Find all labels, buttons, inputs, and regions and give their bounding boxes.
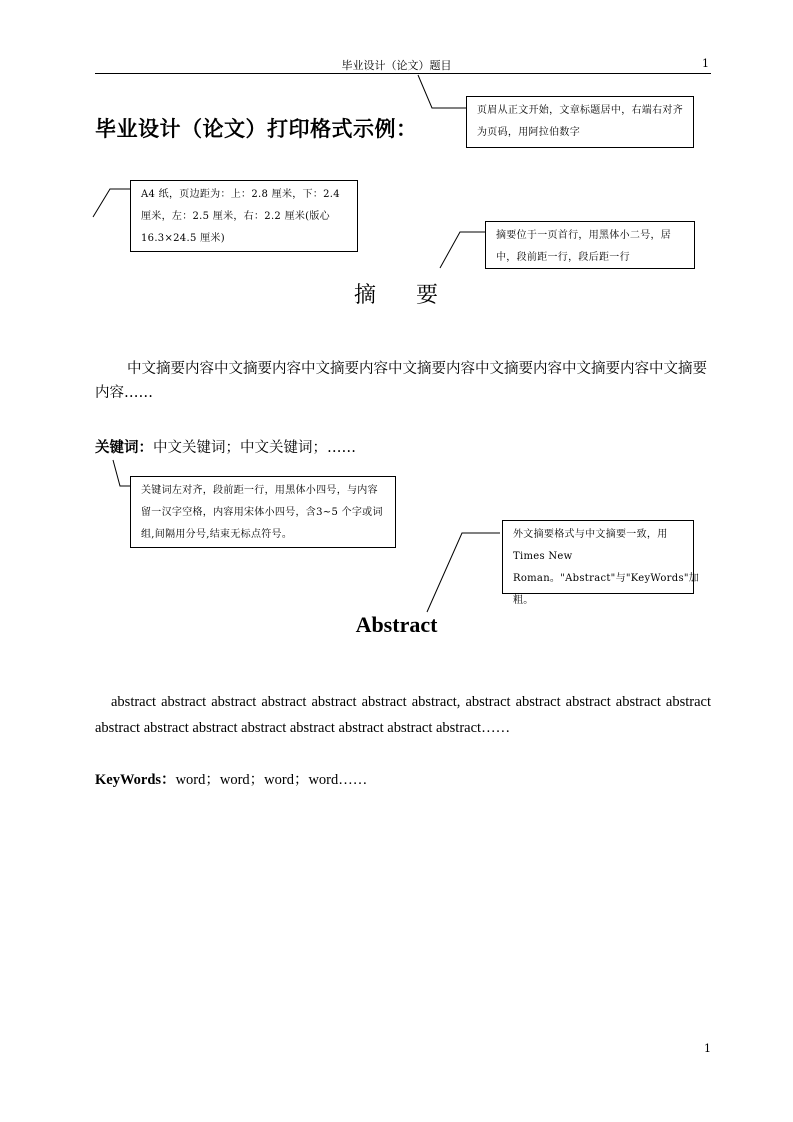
leader-paper-note <box>93 189 130 217</box>
foreign-abstract-format-note: 外文摘要格式与中文摘要一致，用 Times New Roman。"Abstract"与"KeyWords"加粗。 <box>502 520 694 594</box>
footer-page-number: 1 <box>704 1042 711 1055</box>
chinese-keywords-line <box>95 436 713 460</box>
header-format-note: 页眉从正文开始，文章标题居中，右端右对齐为页码，用阿拉伯数字 <box>466 96 694 148</box>
running-header-page-number: 1 <box>702 57 709 70</box>
chinese-abstract-body: 中文摘要内容中文摘要内容中文摘要内容中文摘要内容中文摘要内容中文摘要内容中文摘要内容…… <box>95 361 707 401</box>
english-keywords-value: word；word；word；word…… <box>175 772 368 788</box>
abstract-format-note: 摘要位于一页首行，用黑体小二号，居中，段前距一行，段后距一行 <box>485 221 695 269</box>
running-header-title: 毕业设计（论文）题目 <box>341 59 452 72</box>
leader-foreign-note <box>427 533 500 612</box>
english-keywords-label: KeyWords： <box>95 772 176 788</box>
chinese-keywords-value: 中文关键词；中文关键词；…… <box>153 440 356 456</box>
leader-header-note <box>418 75 466 108</box>
chinese-keywords-label: 关键词： <box>95 440 153 456</box>
paper-margin-note: A4 纸，页边距为：上：2.8 厘米，下：2.4 厘米，左：2.5 厘米，右：2.2 厘米(版心 16.3×24.5 厘米) <box>130 180 358 252</box>
english-abstract-title: Abstract <box>355 612 438 637</box>
english-keywords-line <box>95 767 711 793</box>
english-abstract-body: abstract abstract abstract abstract abstract abstract abstract, abstract abstract abstract abstract abstract abstract abstract abstract abstract abstract abstract abstract abstract…… <box>95 694 711 736</box>
leader-abstract-note <box>440 232 485 268</box>
leader-keywords-note <box>113 460 130 486</box>
page-title: 毕业设计（论文）打印格式示例： <box>95 117 418 141</box>
chinese-abstract-title: 摘要 <box>354 283 479 308</box>
keywords-format-note: 关键词左对齐，段前距一行，用黑体小四号，与内容留一汉字空格，内容用宋体小四号，含3~5 个字或词组,间隔用分号,结束无标点符号。 <box>130 476 396 548</box>
